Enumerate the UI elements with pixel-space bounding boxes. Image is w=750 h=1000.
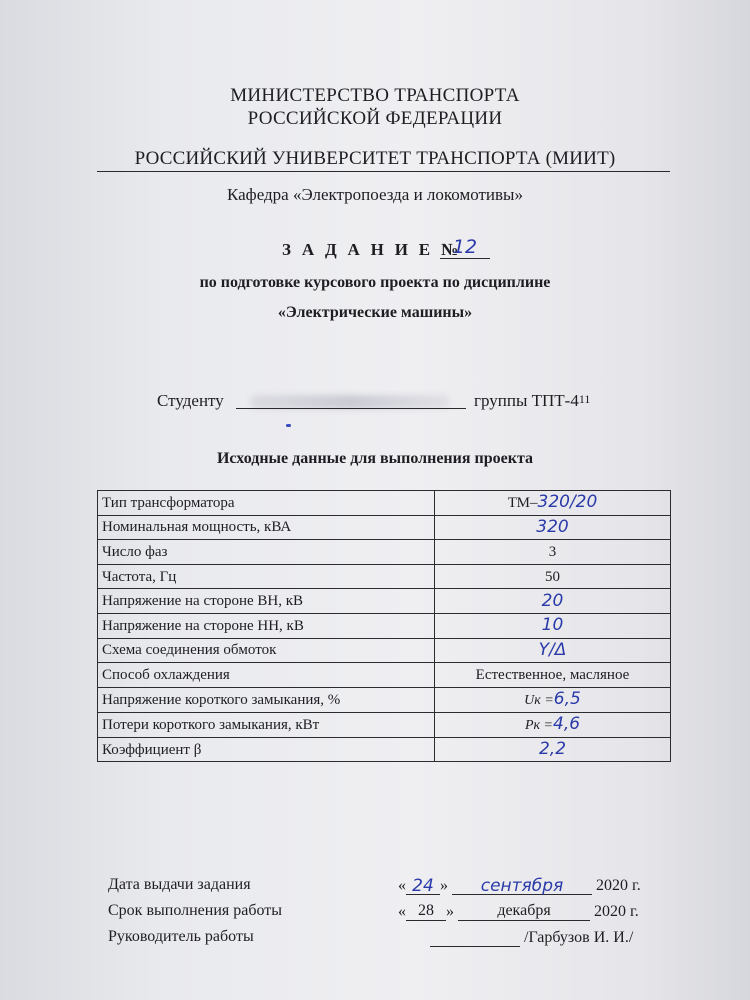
printed-value: Естественное, масляное <box>475 666 630 683</box>
param-name: Напряжение на стороне ВН, кВ <box>98 589 435 614</box>
printed-value: Pк = <box>524 717 553 733</box>
student-group <box>474 391 590 411</box>
task-subtitle-1: по подготовке курсового проекта по дисциплине <box>199 274 551 291</box>
due-day: 28 <box>406 902 446 921</box>
student-label: Студенту <box>157 391 224 410</box>
redacted-student-name <box>250 395 450 409</box>
task-subtitle-2: «Электрические машины» <box>277 304 473 321</box>
param-name: Коэффициент β <box>98 737 435 762</box>
param-name: Тип трансформатора <box>98 491 435 516</box>
source-data-title: Исходные данные для выполнения проекта <box>216 450 534 467</box>
printed-value: Uк = <box>524 692 554 708</box>
due-date-label: Срок выполнения работы <box>108 902 283 919</box>
param-value <box>435 638 671 663</box>
due-date: « 28 » декабря 2020 г. <box>398 902 639 920</box>
handwritten-value: 10 <box>541 615 564 636</box>
supervisor <box>430 928 633 947</box>
table-row <box>98 540 671 565</box>
param-value <box>435 737 671 762</box>
printed-value: 3 <box>548 543 557 560</box>
student-name-line <box>236 408 466 409</box>
table-row <box>98 737 671 762</box>
ink-mark <box>286 424 291 427</box>
table-row <box>98 687 671 712</box>
table-row <box>98 638 671 663</box>
issue-day: 24 <box>406 876 440 895</box>
printed-value: ТМ– <box>507 495 538 512</box>
table-row <box>98 663 671 688</box>
param-value <box>435 613 671 638</box>
table-row <box>98 515 671 540</box>
supervisor-label: Руководитель работы <box>108 928 254 945</box>
handwritten-value: 6,5 <box>553 688 581 709</box>
handwritten-value: 20 <box>541 590 564 611</box>
param-name: Номинальная мощность, кВА <box>98 515 435 540</box>
supervisor-signature-line <box>430 928 520 947</box>
university-name: РОССИЙСКИЙ УНИВЕРСИТЕТ ТРАНСПОРТА (МИИТ) <box>134 148 616 169</box>
task-number: 12 <box>452 236 478 258</box>
param-value <box>435 540 671 565</box>
group-suffix: 11 <box>578 392 591 406</box>
issue-year: 2020 г. <box>596 877 641 894</box>
table-row <box>98 564 671 589</box>
param-name: Напряжение на стороне НН, кВ <box>98 613 435 638</box>
param-value <box>435 663 671 688</box>
task-number-field <box>440 236 490 259</box>
ministry-header <box>0 84 750 130</box>
ministry-line-1: МИНИСТЕРСТВО ТРАНСПОРТА <box>230 85 520 106</box>
param-value <box>435 712 671 737</box>
table-row <box>98 613 671 638</box>
handwritten-value: 4,6 <box>553 713 581 734</box>
group-label: группы ТПТ-4 <box>474 391 579 410</box>
param-value <box>435 687 671 712</box>
parameters-table <box>97 490 671 762</box>
param-name: Частота, Гц <box>98 564 435 589</box>
table-row <box>98 589 671 614</box>
printed-value: 50 <box>545 568 560 585</box>
param-name: Напряжение короткого замыкания, % <box>98 687 435 712</box>
handwritten-value: 2,2 <box>538 739 567 760</box>
department-name: Кафедра «Электропоезда и локомотивы» <box>227 185 523 204</box>
task-title: З А Д А Н И Е № <box>282 240 462 259</box>
handwritten-value: 320/20 <box>537 492 598 513</box>
ministry-line-2: РОССИЙСКОЙ ФЕДЕРАЦИИ <box>247 108 503 129</box>
supervisor-name: /Гарбузов И. И./ <box>524 929 634 946</box>
due-month: декабря <box>458 902 590 921</box>
param-name: Потери короткого замыкания, кВт <box>98 712 435 737</box>
param-name: Способ охлаждения <box>98 663 435 688</box>
param-name: Схема соединения обмоток <box>98 638 435 663</box>
param-name: Число фаз <box>98 540 435 565</box>
issue-date-label: Дата выдачи задания <box>108 876 251 893</box>
param-value <box>435 491 671 516</box>
issue-month: сентября <box>452 876 592 895</box>
table-row <box>98 491 671 516</box>
due-year: 2020 г. <box>594 903 639 920</box>
param-value <box>435 589 671 614</box>
param-value <box>435 564 671 589</box>
handwritten-value: 320 <box>536 516 569 537</box>
issue-date: « 24 » сентября 2020 г. <box>398 876 641 896</box>
header-divider <box>97 171 670 172</box>
table-row <box>98 712 671 737</box>
handwritten-value: Y/Δ <box>538 639 567 660</box>
param-value <box>435 515 671 540</box>
